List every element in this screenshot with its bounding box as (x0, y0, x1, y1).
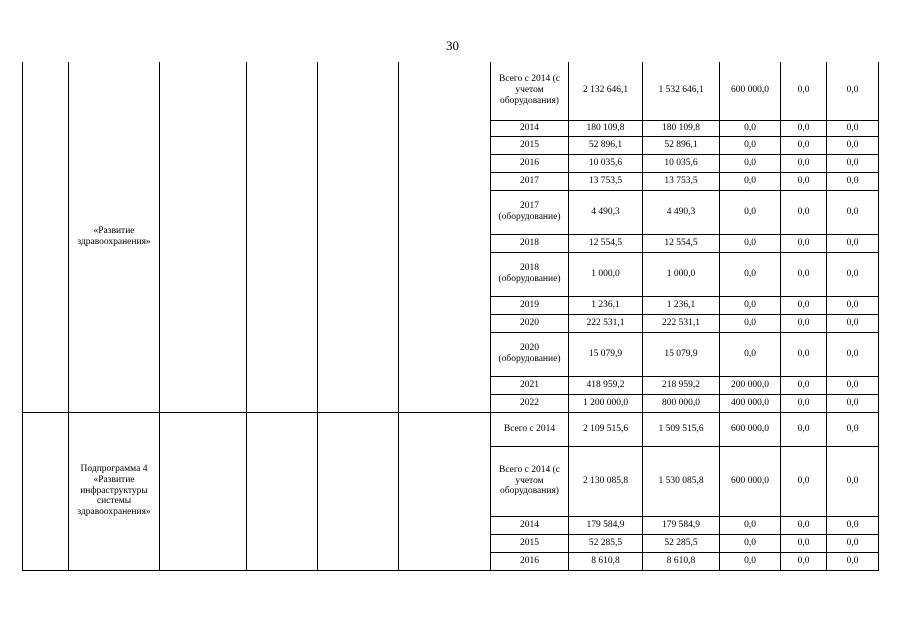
source1-cell: 218 959,2 (643, 376, 720, 394)
empty-cell (160, 412, 247, 570)
table-row (23, 62, 879, 120)
source2-cell: 0,0 (720, 234, 781, 252)
source3-cell: 0,0 (781, 516, 827, 534)
period-cell: 2017 (оборудование) (491, 190, 569, 234)
total-cell: 4 490,3 (569, 190, 643, 234)
source4-cell: 0,0 (827, 190, 879, 234)
total-cell: 12 554,5 (569, 234, 643, 252)
source4-cell: 0,0 (827, 394, 879, 412)
total-cell: 1 200 000,0 (569, 394, 643, 412)
source2-cell: 0,0 (720, 252, 781, 296)
empty-cell (399, 62, 491, 412)
source1-cell: 10 035,6 (643, 154, 720, 172)
source1-cell: 15 079,9 (643, 332, 720, 376)
source4-cell: 0,0 (827, 136, 879, 154)
period-cell: 2015 (491, 136, 569, 154)
source2-cell: 0,0 (720, 120, 781, 136)
source3-cell: 0,0 (781, 190, 827, 234)
total-cell: 52 285,5 (569, 534, 643, 552)
source4-cell: 0,0 (827, 154, 879, 172)
source4-cell: 0,0 (827, 62, 879, 120)
source2-cell: 0,0 (720, 172, 781, 190)
source2-cell: 200 000,0 (720, 376, 781, 394)
period-cell: 2018 (491, 234, 569, 252)
total-cell: 179 584,9 (569, 516, 643, 534)
funding-table (22, 62, 879, 571)
source3-cell: 0,0 (781, 314, 827, 332)
total-cell: 418 959,2 (569, 376, 643, 394)
total-cell: 1 236,1 (569, 296, 643, 314)
source2-cell: 0,0 (720, 332, 781, 376)
source1-cell: 8 610,8 (643, 552, 720, 570)
source4-cell: 0,0 (827, 172, 879, 190)
period-cell: Всего с 2014 (с учетом оборудования) (491, 62, 569, 120)
period-cell: 2014 (491, 516, 569, 534)
source1-cell: 1 236,1 (643, 296, 720, 314)
source4-cell: 0,0 (827, 516, 879, 534)
total-cell: 10 035,6 (569, 154, 643, 172)
total-cell: 2 130 085,8 (569, 446, 643, 516)
period-cell: 2015 (491, 534, 569, 552)
total-cell: 8 610,8 (569, 552, 643, 570)
source1-cell: 1 530 085,8 (643, 446, 720, 516)
source3-cell: 0,0 (781, 172, 827, 190)
source4-cell: 0,0 (827, 120, 879, 136)
source4-cell: 0,0 (827, 446, 879, 516)
period-cell: 2014 (491, 120, 569, 136)
source4-cell: 0,0 (827, 314, 879, 332)
source3-cell: 0,0 (781, 332, 827, 376)
source3-cell: 0,0 (781, 376, 827, 394)
source2-cell: 0,0 (720, 516, 781, 534)
source4-cell: 0,0 (827, 332, 879, 376)
empty-cell (399, 412, 491, 570)
source4-cell: 0,0 (827, 376, 879, 394)
source3-cell: 0,0 (781, 534, 827, 552)
source2-cell: 0,0 (720, 552, 781, 570)
source2-cell: 0,0 (720, 190, 781, 234)
source4-cell: 0,0 (827, 296, 879, 314)
period-cell: 2016 (491, 154, 569, 172)
source2-cell: 0,0 (720, 296, 781, 314)
source1-cell: 1 509 515,6 (643, 412, 720, 446)
period-cell: 2018 (оборудование) (491, 252, 569, 296)
source1-cell: 52 285,5 (643, 534, 720, 552)
source3-cell: 0,0 (781, 136, 827, 154)
period-cell: 2021 (491, 376, 569, 394)
source1-cell: 12 554,5 (643, 234, 720, 252)
period-cell: 2017 (491, 172, 569, 190)
total-cell: 13 753,5 (569, 172, 643, 190)
source3-cell: 0,0 (781, 120, 827, 136)
table-row (23, 412, 879, 446)
source1-cell: 222 531,1 (643, 314, 720, 332)
source4-cell: 0,0 (827, 252, 879, 296)
empty-cell (247, 412, 318, 570)
source3-cell: 0,0 (781, 412, 827, 446)
source3-cell: 0,0 (781, 296, 827, 314)
period-cell: Всего с 2014 (с учетом оборудования) (491, 446, 569, 516)
source4-cell: 0,0 (827, 412, 879, 446)
source1-cell: 179 584,9 (643, 516, 720, 534)
source2-cell: 0,0 (720, 136, 781, 154)
source1-cell: 1 532 646,1 (643, 62, 720, 120)
page-number: 30 (446, 38, 459, 53)
total-cell: 2 132 646,1 (569, 62, 643, 120)
source3-cell: 0,0 (781, 394, 827, 412)
source2-cell: 600 000,0 (720, 412, 781, 446)
program-label: «Развитие здравоохранения» (69, 62, 160, 412)
empty-cell (247, 62, 318, 412)
source1-cell: 1 000,0 (643, 252, 720, 296)
empty-cell (160, 62, 247, 412)
source3-cell: 0,0 (781, 552, 827, 570)
period-cell: 2020 (оборудование) (491, 332, 569, 376)
program-label: Подпрограмма 4 «Развитие инфраструктуры системы здравоохранения» (69, 412, 160, 570)
empty-cell (318, 412, 399, 570)
source4-cell: 0,0 (827, 234, 879, 252)
total-cell: 180 109,8 (569, 120, 643, 136)
source2-cell: 0,0 (720, 314, 781, 332)
source4-cell: 0,0 (827, 534, 879, 552)
source3-cell: 0,0 (781, 234, 827, 252)
source1-cell: 180 109,8 (643, 120, 720, 136)
empty-cell (318, 62, 399, 412)
period-cell: 2019 (491, 296, 569, 314)
empty-cell (23, 62, 69, 412)
source3-cell: 0,0 (781, 62, 827, 120)
source1-cell: 4 490,3 (643, 190, 720, 234)
total-cell: 52 896,1 (569, 136, 643, 154)
period-cell: 2020 (491, 314, 569, 332)
source1-cell: 800 000,0 (643, 394, 720, 412)
source3-cell: 0,0 (781, 154, 827, 172)
total-cell: 1 000,0 (569, 252, 643, 296)
total-cell: 15 079,9 (569, 332, 643, 376)
source3-cell: 0,0 (781, 252, 827, 296)
period-cell: 2022 (491, 394, 569, 412)
source2-cell: 400 000,0 (720, 394, 781, 412)
empty-cell (23, 412, 69, 570)
source1-cell: 52 896,1 (643, 136, 720, 154)
source2-cell: 600 000,0 (720, 446, 781, 516)
source1-cell: 13 753,5 (643, 172, 720, 190)
total-cell: 222 531,1 (569, 314, 643, 332)
source2-cell: 0,0 (720, 154, 781, 172)
source2-cell: 600 000,0 (720, 62, 781, 120)
period-cell: Всего с 2014 (491, 412, 569, 446)
total-cell: 2 109 515,6 (569, 412, 643, 446)
period-cell: 2016 (491, 552, 569, 570)
source2-cell: 0,0 (720, 534, 781, 552)
source4-cell: 0,0 (827, 552, 879, 570)
source3-cell: 0,0 (781, 446, 827, 516)
